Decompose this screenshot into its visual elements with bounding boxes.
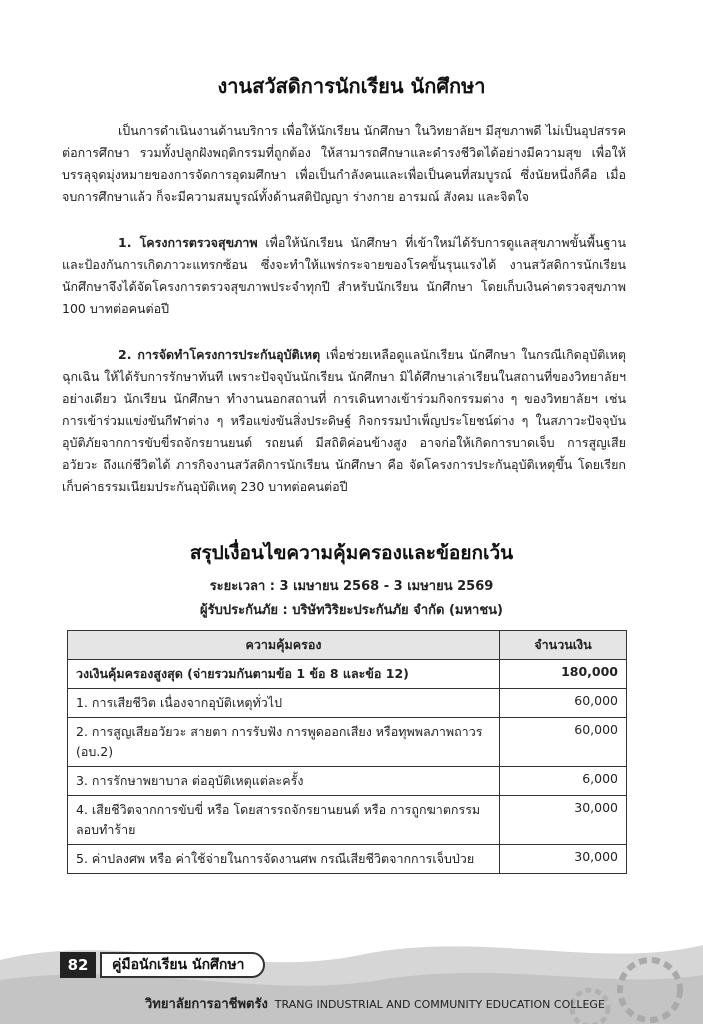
health-check-heading: 1. โครงการตรวจสุขภาพ <box>118 235 258 250</box>
coverage-header: ความคุ้มครอง <box>68 631 500 660</box>
coverage-label: 5. ค่าปลงศพ หรือ ค่าใช้จ่ายในการจัดงานศพ กรณีเสียชีวิตจากการเจ็บป่วย <box>68 845 500 874</box>
table-row <box>68 796 627 845</box>
coverage-amount: 30,000 <box>500 796 627 845</box>
coverage-amount: 60,000 <box>500 718 627 767</box>
coverage-period: ระยะเวลา : 3 เมษายน 2568 - 3 เมษายน 2569 <box>209 579 494 594</box>
max-coverage-amount: 180,000 <box>500 660 627 689</box>
insurance-heading: 2. การจัดทำโครงการประกันอุบัติเหตุ <box>118 347 321 362</box>
coverage-label: 4. เสียชีวิตจากการขับขี่ หรือ โดยสารรถจักรยานยนต์ หรือ การถูกฆาตกรรมลอบทำร้าย <box>68 796 500 845</box>
coverage-label: 1. การเสียชีวิต เนื่องจากอุบัติเหตุทั่วไป <box>68 689 500 718</box>
health-check-text: เพื่อให้นักเรียน นักศึกษา ที่เข้าใหม่ได้รับการดูแลสุขภาพขั้นพื้นฐาน และป้องกันการเกิดภาวะแทรกซ้อน ซึ่งจะทำให้แพร่กระจายของโรคขั้นรุนแรงได้ งานสวัสดิการนักเรียนนักศึกษาจึงได้จัดโครงการตรวจสุขภาพประจำทุกปี สำหรับนักเรียน นักศึกษา โดยเก็บเงินค่าตรวจสุขภาพ 100 บาทต่อคนต่อปี <box>62 235 626 316</box>
table-row <box>68 845 627 874</box>
health-check-paragraph <box>62 232 626 320</box>
table-header-row <box>68 631 627 660</box>
max-coverage-row <box>68 660 627 689</box>
college-name-english: TRANG INDUSTRIAL AND COMMUNITY EDUCATION COLLEGE <box>274 998 605 1011</box>
college-name <box>145 993 605 1014</box>
table-row <box>68 689 627 718</box>
coverage-table <box>67 630 627 874</box>
coverage-label: 3. การรักษาพยาบาล ต่ออุบัติเหตุแต่ละครั้ง <box>68 767 500 796</box>
intro-text: เป็นการดำเนินงานด้านบริการ เพื่อให้นักเรียน นักศึกษา ในวิทยาลัยฯ มีสุขภาพดี ไม่เป็นอุปสรรคต่อการศึกษา รวมทั้งปลูกฝังพฤติกรรมที่ถูกต้อง ให้สามารถศึกษาและดำรงชีวิตได้อย่างมีความสุข เพื่อให้บรรลุจุดมุ่งหมายของการจัดการอุดมศึกษา เพื่อเป็นกำลังคนและเพื่อเป็นคนที่สมบูรณ์ ซึ่งนัยหนึ่งก็คือ เมื่อจบการศึกษาแล้ว ก็จะมีความสมบูรณ์ทั้งด้านสติปัญญา ร่างกาย อารมณ์ สังคม และจิตใจ <box>62 123 626 204</box>
amount-header: จำนวนเงิน <box>500 631 627 660</box>
page-number: 82 <box>60 952 96 978</box>
page-title: งานสวัสดิการนักเรียน นักศึกษา <box>217 74 486 98</box>
college-name-thai: วิทยาลัยการอาชีพตรัง <box>145 997 268 1012</box>
insurance-text: เพื่อช่วยเหลือดูแลนักเรียน นักศึกษา ในกรณีเกิดอุบัติเหตุฉุกเฉิน ให้ได้รับการรักษาทันที เพราะปัจจุบันนักเรียน นักศึกษา มิได้ศึกษาเล่าเรียนในสถานที่ของวิทยาลัยฯ อย่างเดียว นักเรียน นักศึกษา ทำงานนอกสถานที่ การเดินทางเข้าร่วมกิจกรรมต่าง ๆ ของวิทยาลัยฯ เช่น การเข้าร่วมแข่งขันกีฬาต่าง ๆ หรือแข่งขันสิ่งประดิษฐ์ กิจกรรมบำเพ็ญประโยชน์ต่าง ๆ ในสภาวะปัจจุบันอุบัติภัยจากการขับขี่รถจักรยานยนต์ รถยนต์ มีสถิติค่อนข้างสูง อาจก่อให้เกิดการบาดเจ็บ การสูญเสียอวัยวะ ถึงแก่ชีวิตได้ ภารกิจงานสวัสดิการนักเรียน นักศึกษา คือ จัดโครงการประกันอุบัติเหตุขึ้น โดยเรียกเก็บค่าธรรมเนียมประกันอุบัติเหตุ 230 บาทต่อคนต่อปี <box>62 347 626 494</box>
intro-paragraph <box>62 120 626 208</box>
summary-title: สรุปเงื่อนไขความคุ้มครองและข้อยกเว้น <box>189 542 514 564</box>
table-row <box>68 718 627 767</box>
book-title: คู่มือนักเรียน นักศึกษา <box>100 952 265 978</box>
table-row <box>68 767 627 796</box>
coverage-label: 2. การสูญเสียอวัยวะ สายตา การรับฟัง การพูดออกเสียง หรือทุพพลภาพถาวร (อบ.2) <box>68 718 500 767</box>
insurer: ผู้รับประกันภัย : บริษัทวิริยะประกันภัย จำกัด (มหาชน) <box>200 603 503 618</box>
coverage-amount: 30,000 <box>500 845 627 874</box>
coverage-amount: 60,000 <box>500 689 627 718</box>
max-coverage-label: วงเงินคุ้มครองสูงสุด (จ่ายรวมกันตามข้อ 1 ข้อ 8 และข้อ 12) <box>68 660 500 689</box>
coverage-amount: 6,000 <box>500 767 627 796</box>
insurance-paragraph <box>62 344 626 498</box>
